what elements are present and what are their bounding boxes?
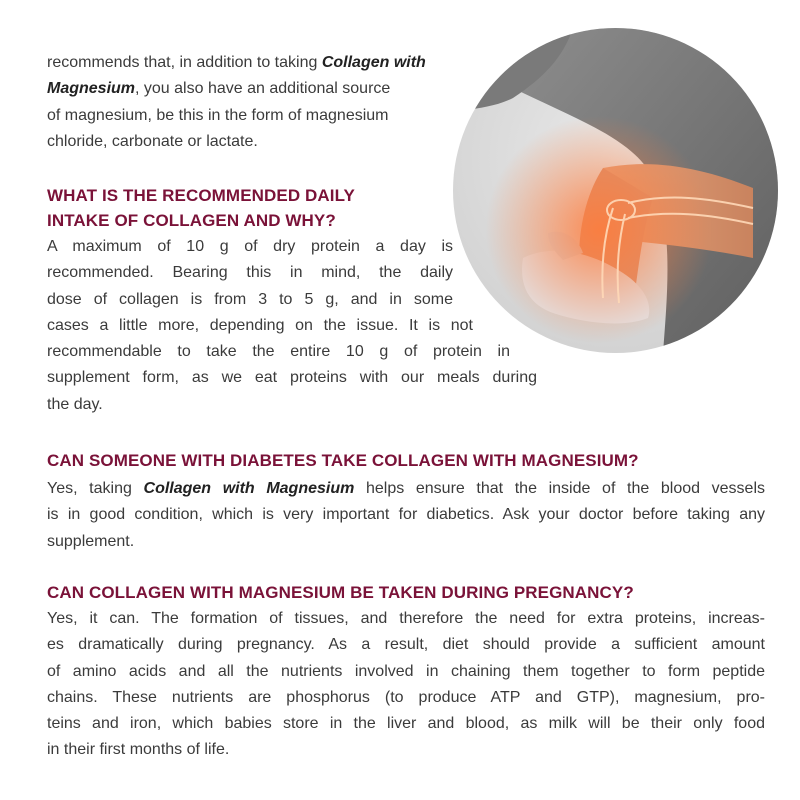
paragraph-line: supplement form, as we eat proteins with our meals during bbox=[47, 369, 537, 387]
product-name-emphasis: Collagen with bbox=[321, 54, 426, 71]
product-name-emphasis: Collagen with Magnesium bbox=[143, 480, 355, 497]
paragraph-line: es dramatically during pregnancy. As a result, diet should provide a sufficient amount bbox=[47, 636, 765, 654]
paragraph-line: supplement. bbox=[47, 532, 135, 550]
text: Yes, taking bbox=[47, 480, 144, 497]
daily-intake-paragraph bbox=[47, 234, 537, 418]
paragraph-line: cases a little more, depending on the issue. It is not bbox=[47, 316, 473, 334]
paragraph-line: is in good condition, which is very important for diabetics. Ask your doctor before taking any bbox=[47, 506, 765, 524]
heading-daily-intake bbox=[47, 183, 355, 233]
paragraph-line: teins and iron, which babies store in the liver and blood, as milk will be their only food bbox=[47, 715, 765, 733]
intro-line-1 bbox=[47, 50, 467, 76]
text: helps ensure that the inside of the blood vessels bbox=[354, 480, 766, 497]
paragraph-line: chains. These nutrients are phosphorus (to produce ATP and GTP), magnesium, pro- bbox=[47, 688, 765, 706]
paragraph-line: recommended. Bearing this in mind, the daily bbox=[47, 264, 453, 282]
heading-line-1: WHAT IS THE RECOMMENDED DAILY bbox=[47, 186, 355, 205]
paragraph-line: recommendable to take the entire 10 g of protein in bbox=[47, 343, 510, 361]
intro-paragraph bbox=[47, 50, 467, 155]
paragraph-line: of amino acids and all the nutrients involved in chaining them together to form peptide bbox=[47, 662, 765, 680]
intro-line-2 bbox=[47, 76, 467, 102]
heading-line-2: INTAKE OF COLLAGEN AND WHY? bbox=[47, 211, 336, 230]
heading-pregnancy bbox=[47, 580, 634, 605]
intro-line-4: chloride, carbonate or lactate. bbox=[47, 132, 258, 150]
paragraph-line: Yes, it can. The formation of tissues, and therefore the need for extra proteins, increas- bbox=[47, 610, 765, 627]
intro-line-3: of magnesium, be this in the form of magnesium bbox=[47, 106, 389, 124]
product-name-emphasis: Magnesium bbox=[47, 80, 136, 98]
heading-line: CAN SOMEONE WITH DIABETES TAKE COLLAGEN WITH MAGNESIUM? bbox=[47, 451, 639, 470]
paragraph-line: the day. bbox=[47, 395, 103, 413]
heading-line: CAN COLLAGEN WITH MAGNESIUM BE TAKEN DURING PREGNANCY? bbox=[47, 583, 634, 602]
paragraph-line bbox=[47, 476, 765, 502]
paragraph-line: dose of collagen is from 3 to 5 g, and in some bbox=[47, 290, 453, 308]
paragraph-line: A maximum of 10 g of dry protein a day is bbox=[47, 238, 453, 255]
intro-text: , you also have an additional source bbox=[135, 80, 391, 98]
intro-text: recommends that, in addition to taking bbox=[47, 54, 322, 71]
heading-diabetes bbox=[47, 448, 639, 473]
pregnancy-paragraph bbox=[47, 606, 765, 764]
paragraph-line: in their first months of life. bbox=[47, 741, 230, 759]
diabetes-paragraph bbox=[47, 476, 765, 555]
